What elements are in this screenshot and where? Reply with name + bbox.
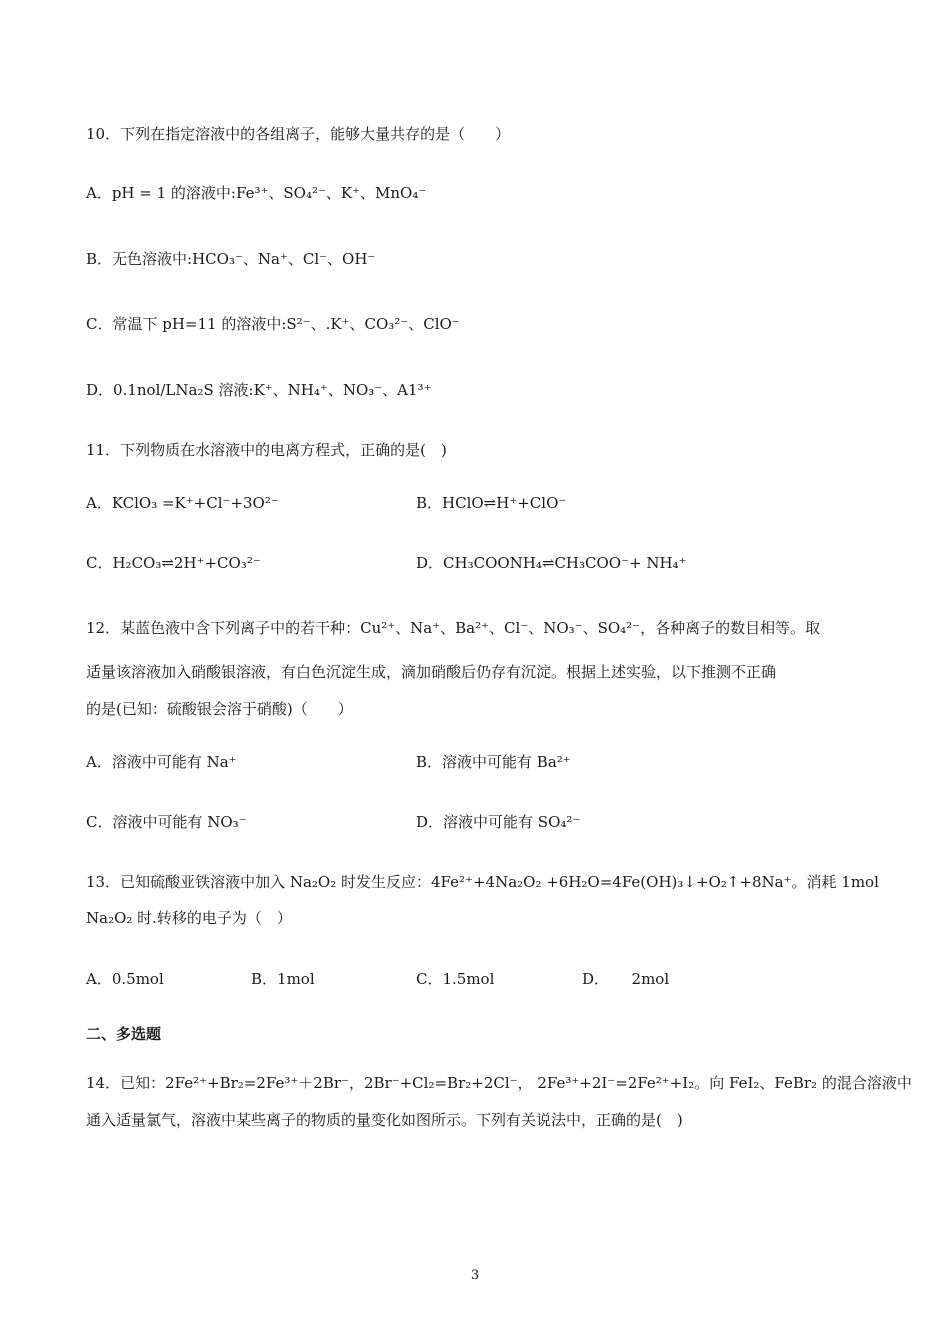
q12-stem-line3: 的是(已知：硫酸银会溶于硝酸)（ ）: [86, 700, 353, 718]
q12-option-b: B．溶液中可能有 Ba²⁺: [416, 753, 571, 771]
q11-stem: 11．下列物质在水溶液中的电离方程式，正确的是( ): [86, 441, 447, 459]
q13-option-b: B．1mol: [251, 970, 315, 988]
q10-option-c: C．常温下 pH=11 的溶液中:S²⁻、.K⁺、CO₃²⁻、ClO⁻: [86, 315, 460, 333]
q12-option-c: C．溶液中可能有 NO₃⁻: [86, 813, 247, 831]
q13-stem-line2: Na₂O₂ 时.转移的电子为（ ）: [86, 909, 292, 927]
q11-option-c: C．H₂CO₃⇌2H⁺+CO₃²⁻: [86, 554, 261, 572]
q13-stem-line1: 13．已知硫酸亚铁溶液中加入 Na₂O₂ 时发生反应：4Fe²⁺+4Na₂O₂ +6H₂O=4Fe(OH)₃↓+O₂↑+8Na⁺。消耗 1mol: [86, 873, 879, 891]
q10-stem: 10．下列在指定溶液中的各组离子，能够大量共存的是（ ）: [86, 125, 511, 143]
q11-option-a: A．KClO₃ =K⁺+Cl⁻+3O²⁻: [86, 494, 279, 512]
page-number: 3: [470, 1268, 480, 1283]
q12-option-d: D．溶液中可能有 SO₄²⁻: [416, 813, 581, 831]
q11-option-b: B．HClO⇌H⁺+ClO⁻: [416, 494, 567, 512]
q14-stem-line2: 通入适量氯气，溶液中某些离子的物质的量变化如图所示。下列有关说法中，正确的是( ): [86, 1111, 683, 1129]
q12-option-a: A．溶液中可能有 Na⁺: [86, 753, 237, 771]
q13-option-d: D． 2mol: [582, 970, 670, 988]
q10-option-a: A．pH = 1 的溶液中:Fe³⁺、SO₄²⁻、K⁺、MnO₄⁻: [86, 184, 427, 202]
q13-option-c: C．1.5mol: [416, 970, 495, 988]
q13-option-a: A．0.5mol: [86, 970, 164, 988]
q12-stem-line2: 适量该溶液加入硝酸银溶液，有白色沉淀生成，滴加硝酸后仍存有沉淀。根据上述实验，以下推测不正确: [86, 663, 777, 681]
q14-stem-line1: 14．已知：2Fe²⁺+Br₂=2Fe³⁺＋2Br⁻，2Br⁻+Cl₂=Br₂+2Cl⁻， 2Fe³⁺+2I⁻=2Fe²⁺+I₂。向 FeI₂、FeBr₂ 的混合溶液中: [86, 1074, 912, 1092]
section-heading-multiple-choice: 二、多选题: [86, 1025, 162, 1043]
q10-option-d: D．0.1nol/LNa₂S 溶液:K⁺、NH₄⁺、NO₃⁻、A1³⁺: [86, 381, 432, 399]
q11-option-d: D．CH₃COONH₄⇌CH₃COO⁻+ NH₄⁺: [416, 554, 687, 572]
q12-stem-line1: 12．某蓝色液中含下列离子中的若干种：Cu²⁺、Na⁺、Ba²⁺、Cl⁻、NO₃⁻、SO₄²⁻，各种离子的数目相等。取: [86, 619, 821, 637]
q10-option-b: B．无色溶液中:HCO₃⁻、Na⁺、Cl⁻、OH⁻: [86, 250, 376, 268]
